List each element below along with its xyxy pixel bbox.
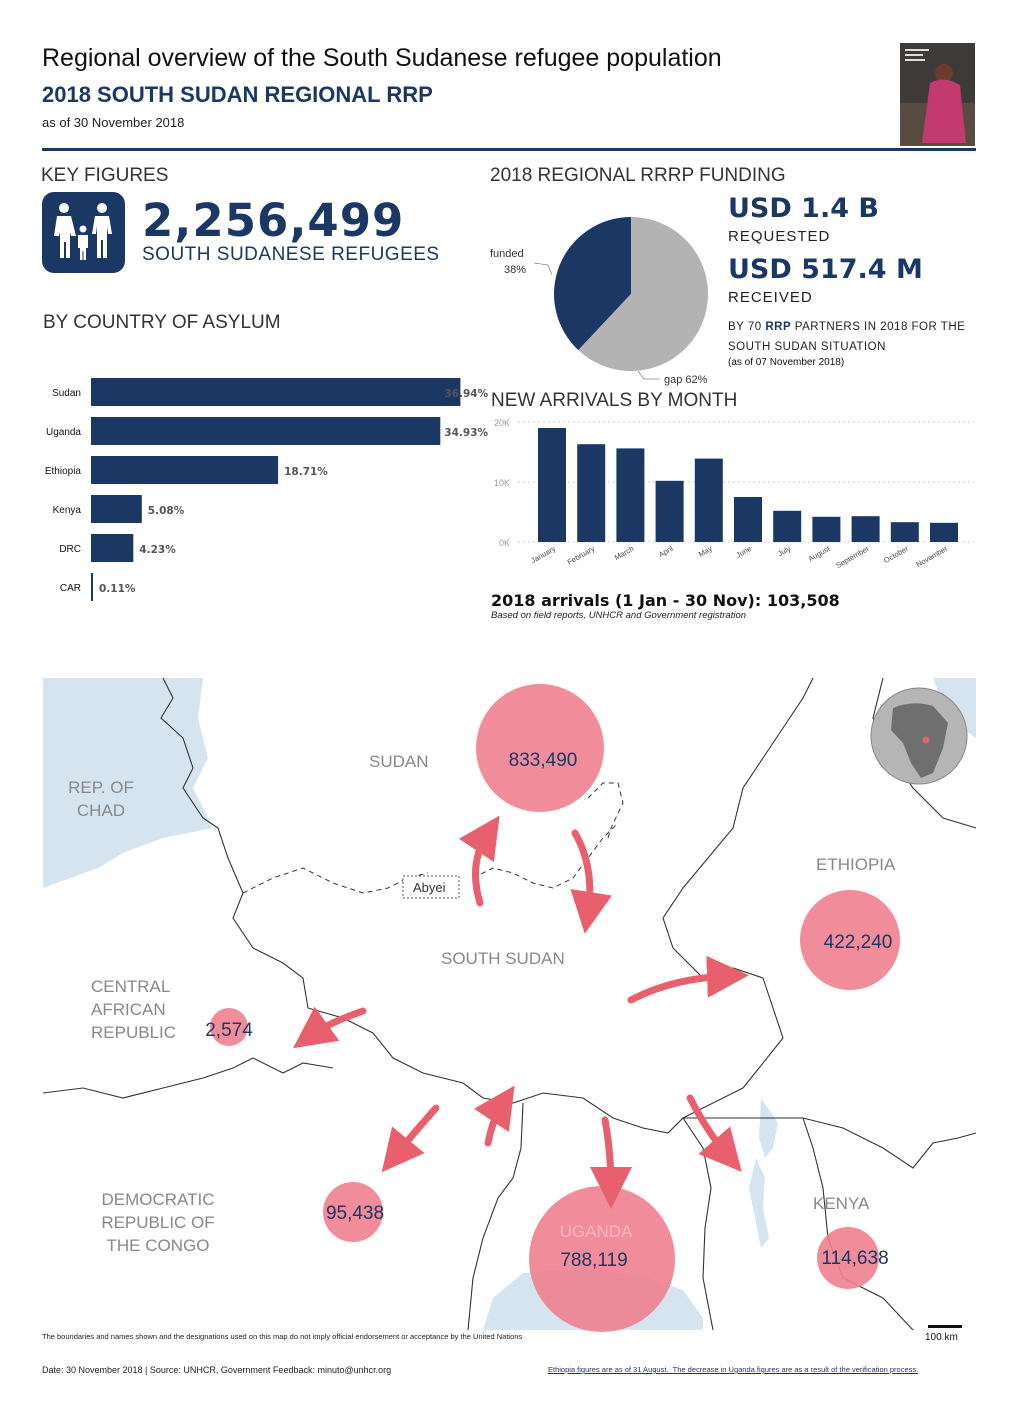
- partners-highlight: RRP: [765, 321, 792, 333]
- map-label-uganda: UGANDA: [559, 1222, 633, 1241]
- partners-date: (as of 07 November 2018): [728, 357, 845, 368]
- scale-label: 100 km: [925, 1332, 958, 1343]
- map-label-drc-1: DEMOCRATIC: [101, 1190, 215, 1209]
- bar-value-label: 4.23%: [139, 544, 176, 556]
- footer-notes[interactable]: [548, 1365, 918, 1374]
- pie-leader-funded: [534, 263, 552, 275]
- total-refugees-value: 2,256,499: [142, 194, 405, 247]
- bar: [91, 456, 278, 484]
- bar-category-label: DRC: [59, 544, 81, 555]
- y-tick-label: 10K: [493, 478, 510, 488]
- x-tick-label: November: [914, 543, 949, 570]
- bar: [91, 534, 133, 562]
- bar-value-label: 36.94%: [444, 388, 489, 400]
- bar-category-label: Ethiopia: [44, 466, 81, 477]
- x-tick-label: July: [776, 543, 793, 559]
- y-tick-label: 20K: [493, 418, 510, 428]
- bar: [734, 497, 762, 542]
- scale-bar: [928, 1325, 962, 1328]
- map-label-ethiopia: ETHIOPIA: [816, 855, 896, 874]
- bar-category-label: CAR: [59, 583, 81, 594]
- map-label-abyei: Abyei: [413, 880, 446, 895]
- footer-note-uganda[interactable]: The decrease in Uganda figures are as a result of the verification process.: [672, 1365, 919, 1374]
- bar-value-label: 5.08%: [147, 505, 185, 517]
- partners-text-post: PARTNERS IN 2018 FOR THE SOUTH SUDAN SITUATION: [728, 321, 966, 353]
- country-chart-title: BY COUNTRY OF ASYLUM: [43, 312, 281, 333]
- bar-value-label: 18.71%: [284, 466, 328, 478]
- bar: [577, 444, 605, 542]
- x-tick-label: January: [529, 543, 557, 566]
- bar: [91, 495, 142, 523]
- x-tick-label: August: [806, 543, 832, 564]
- y-tick-label: 0K: [498, 538, 510, 548]
- bar: [91, 378, 460, 406]
- figure-car: 2,574: [205, 1020, 253, 1041]
- funding-heading: 2018 REGIONAL RRRP FUNDING: [490, 165, 786, 186]
- partners-text-pre: BY 70: [728, 321, 766, 333]
- map-disclaimer: The boundaries and names shown and the designations used on this map do not imply official endorsement or acceptance by the United Nations: [42, 1332, 523, 1341]
- x-tick-label: April: [657, 543, 675, 560]
- bar-category-label: Uganda: [45, 427, 81, 438]
- bar: [656, 481, 684, 542]
- page-subtitle: 2018 SOUTH SUDAN REGIONAL RRP: [42, 82, 433, 107]
- figure-drc: 95,438: [325, 1203, 385, 1224]
- bar: [891, 522, 919, 542]
- x-tick-label: February: [565, 543, 597, 567]
- partners-text: [728, 317, 968, 357]
- header-rule: [42, 148, 976, 151]
- country-of-asylum-chart: [40, 372, 489, 607]
- footer-source: Date: 30 November 2018 | Source: UNHCR, Government Feedback: minuto@unhcr.org: [42, 1365, 392, 1375]
- pie-label-funded: funded: [490, 248, 524, 260]
- bar: [812, 517, 840, 542]
- map-label-car-1: CENTRAL: [91, 977, 171, 996]
- map-label-drc-2: REPUBLIC OF: [101, 1213, 215, 1232]
- figure-kenya: 114,638: [821, 1248, 889, 1269]
- x-tick-label: September: [834, 543, 871, 571]
- new-arrivals-chart: [488, 412, 978, 587]
- map-label-south-sudan: SOUTH SUDAN: [441, 949, 565, 968]
- bar: [930, 523, 958, 542]
- map-label-chad-2: CHAD: [76, 801, 126, 820]
- as-of-date: as of 30 November 2018: [42, 115, 185, 130]
- pie-label-gap: gap 62%: [664, 374, 708, 386]
- bar-category-label: Sudan: [52, 388, 81, 399]
- map-label-car-2: AFRICAN: [91, 1000, 166, 1019]
- regional-map: [43, 678, 976, 1330]
- map-label-chad-1: REP. OF: [68, 778, 134, 797]
- bar: [91, 417, 440, 445]
- figure-sudan: 833,490: [508, 750, 578, 771]
- bar-value-label: 0.11%: [99, 583, 136, 595]
- x-tick-label: October: [882, 543, 910, 566]
- requested-label: REQUESTED: [728, 228, 831, 245]
- key-figures-heading: KEY FIGURES: [41, 165, 169, 186]
- report-cover-thumbnail: [900, 43, 975, 146]
- circle-sudan: [476, 684, 604, 812]
- bar: [773, 511, 801, 542]
- footer-note-ethiopia[interactable]: Ethiopia figures are as of 31 August.: [548, 1365, 669, 1374]
- funding-pie-chart: [486, 205, 726, 390]
- requested-value: USD 1.4 B: [728, 193, 879, 224]
- map-label-drc-3: THE CONGO: [106, 1236, 210, 1255]
- x-tick-label: May: [697, 543, 714, 559]
- arrivals-chart-title: NEW ARRIVALS BY MONTH: [491, 390, 738, 411]
- map-label-car-3: REPUBLIC: [91, 1023, 177, 1042]
- bar: [91, 573, 93, 601]
- bar-value-label: 34.93%: [444, 427, 489, 439]
- received-value: USD 517.4 M: [728, 254, 923, 285]
- bar: [538, 428, 566, 542]
- map-label-kenya: KENYA: [813, 1194, 870, 1213]
- pie-leader-gap: [638, 371, 660, 379]
- arrivals-note: Based on field reports, UNHCR and Government registration: [491, 610, 747, 621]
- bar: [616, 448, 644, 542]
- pie-pct-funded: 38%: [504, 264, 527, 276]
- x-tick-label: June: [734, 543, 753, 560]
- total-refugees-label: SOUTH SUDANESE REFUGEES: [142, 244, 440, 265]
- family-icon: [42, 192, 125, 273]
- bar: [852, 516, 880, 542]
- map-label-sudan: SUDAN: [369, 752, 429, 771]
- figure-uganda: 788,119: [560, 1250, 628, 1271]
- globe-inset-icon: [871, 688, 967, 784]
- bar-category-label: Kenya: [52, 505, 81, 516]
- page-title: Regional overview of the South Sudanese refugee population: [42, 44, 722, 72]
- x-tick-label: March: [612, 543, 636, 563]
- bar: [695, 459, 723, 542]
- figure-ethiopia: 422,240: [823, 932, 893, 953]
- received-label: RECEIVED: [728, 289, 813, 306]
- arrivals-total: 2018 arrivals (1 Jan - 30 Nov): 103,508: [491, 591, 840, 610]
